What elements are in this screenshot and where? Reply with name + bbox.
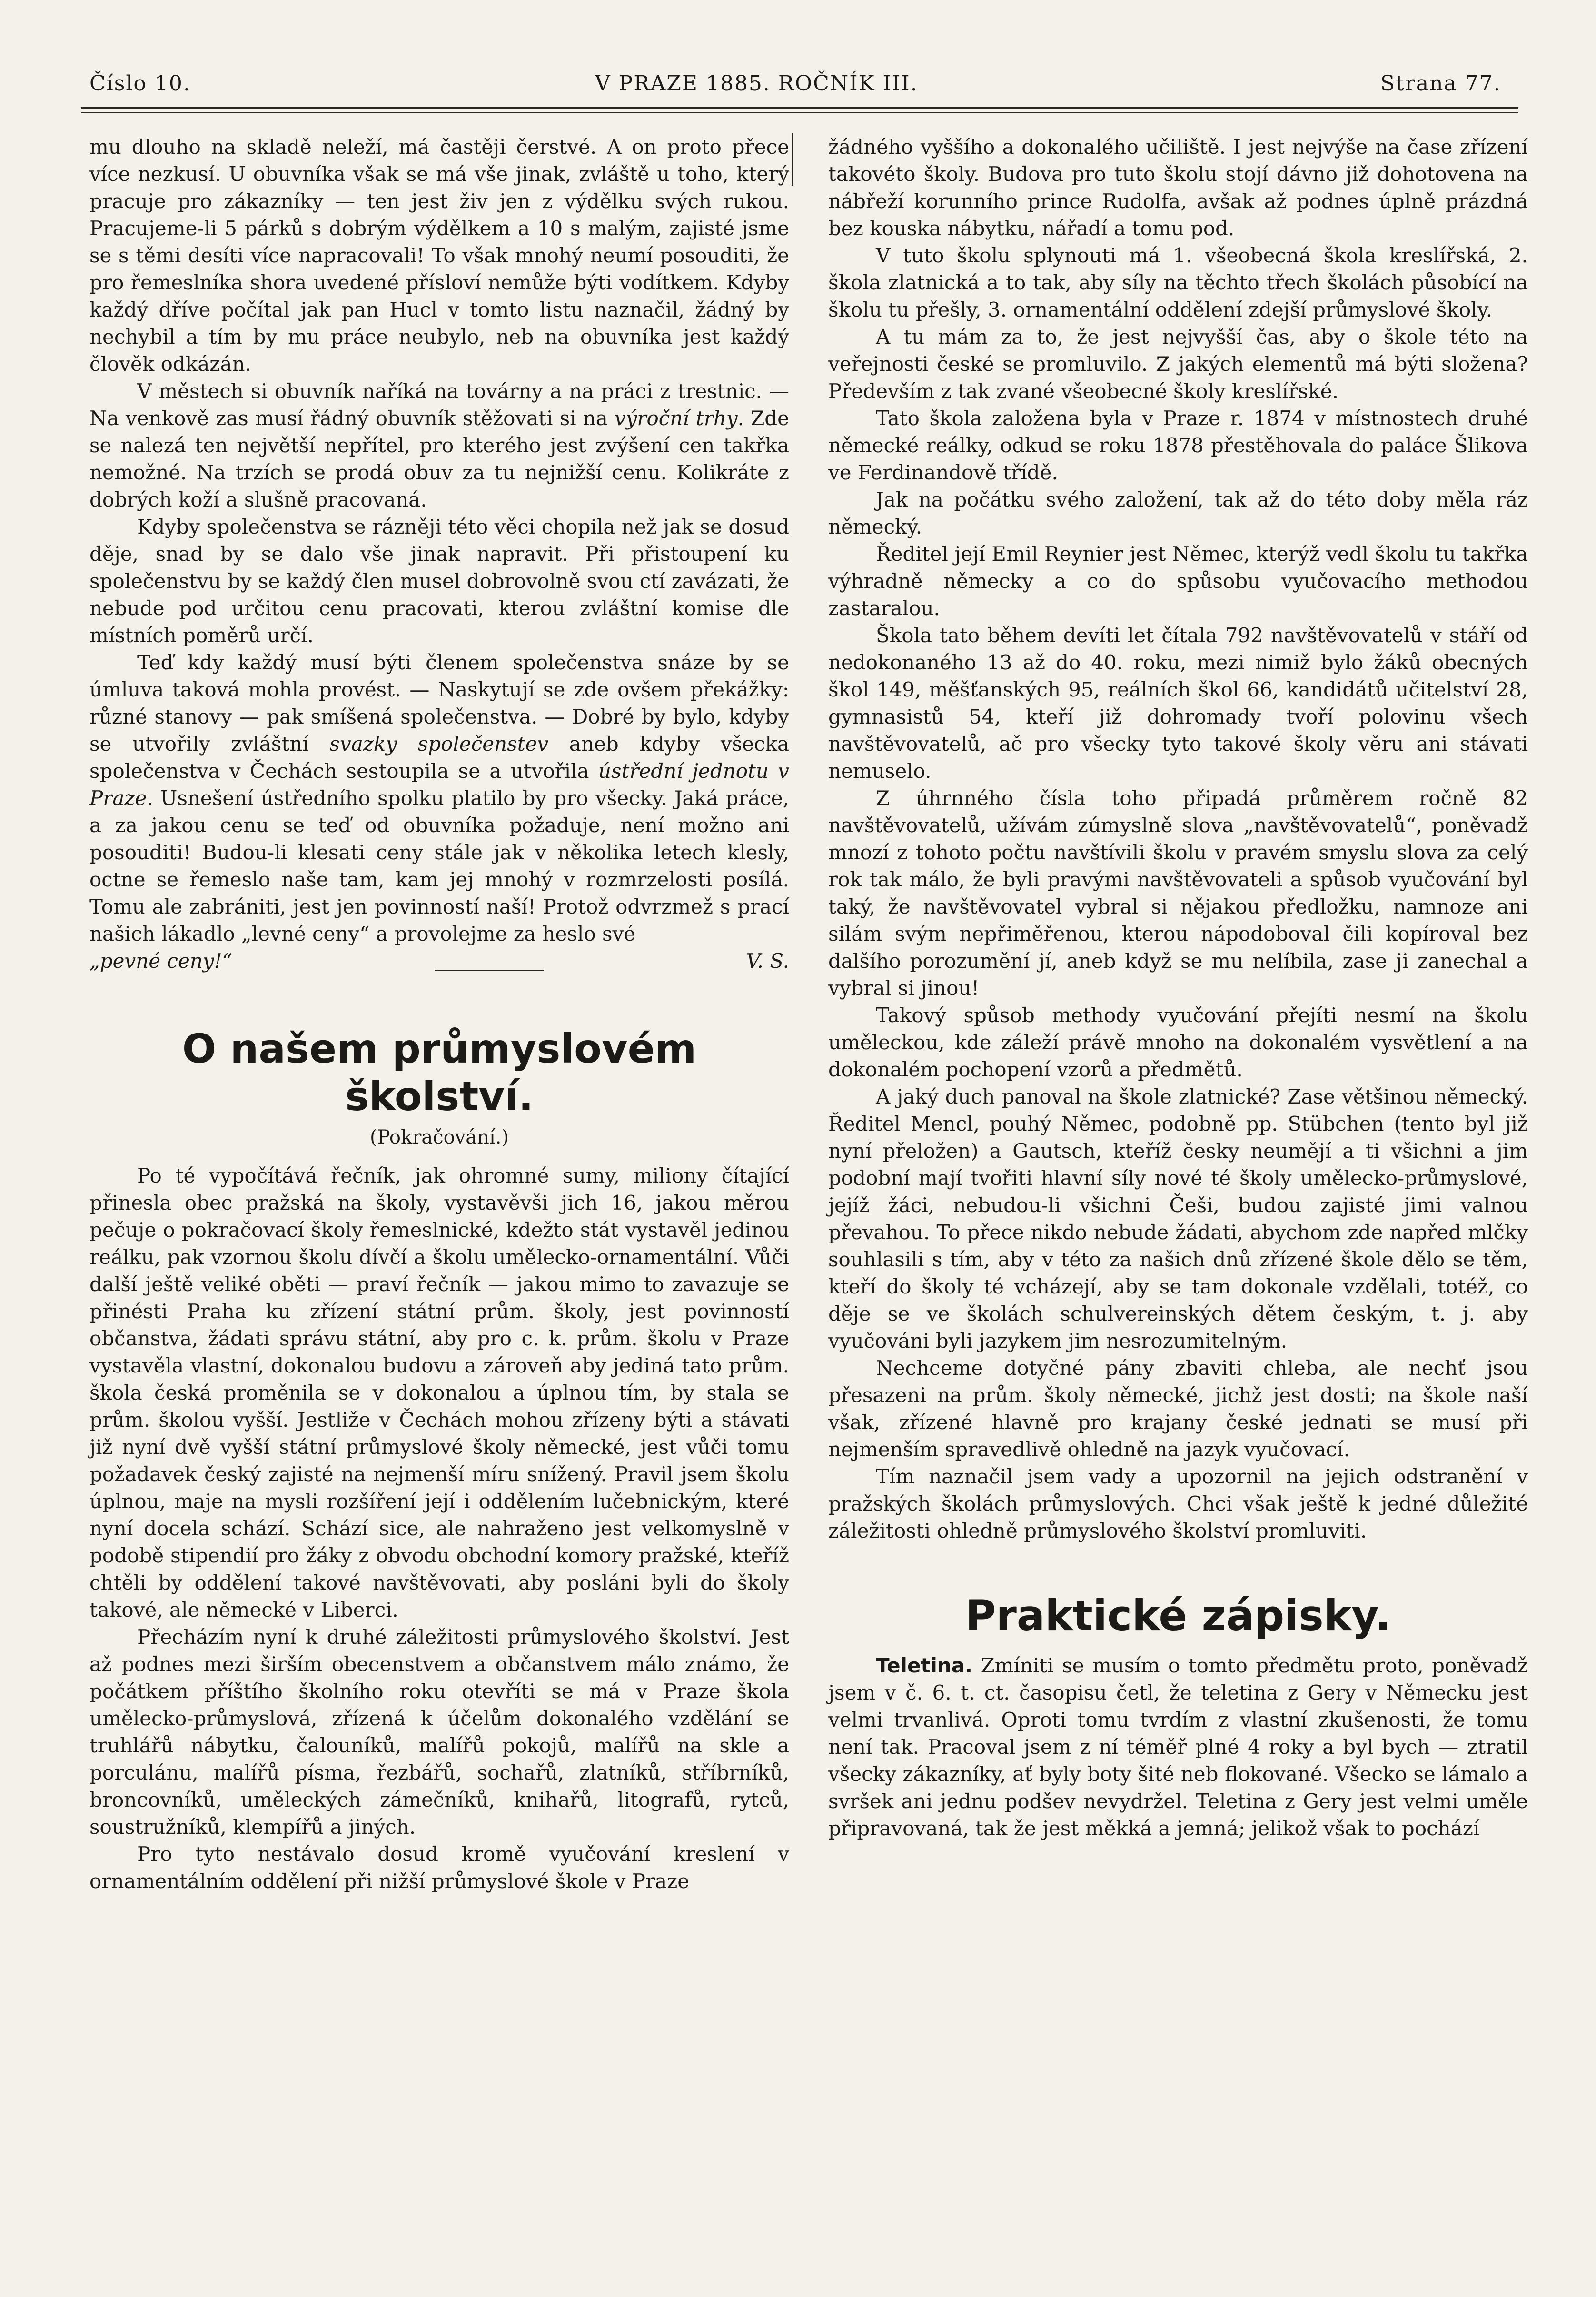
- left-column: [89, 133, 789, 1895]
- header-rule-thin: [81, 112, 1518, 113]
- right-column: [828, 133, 1528, 1842]
- place-year-volume: V PRAZE 1885. ROČNÍK III.: [595, 71, 918, 96]
- emphasis: výroční trhy: [614, 407, 738, 430]
- paragraph: žádného vyššího a dokonalého učiliště. I jest nejvýše na čase zřízení takovéto školy. Budova pro tuto školu stojí dávno již dohotovena na nábřeží korunního prince Rudolfa, avšak až podnes úplně prázdná bez kouska nábytku, nářadí a tomu pod.: [828, 135, 1528, 240]
- page-number: Strana 77.: [1380, 71, 1501, 96]
- emphasis: svazky společenstev: [329, 732, 549, 756]
- paragraph: Ředitel její Emil Reynier jest Němec, kterýž vedl školu tu takřka výhradně německy a co do spůsobu vyučovacího methodou zastaralou.: [828, 542, 1528, 620]
- paragraph: Takový spůsob methody vyučování přejíti nesmí na školu uměleckou, kde záleží právě mnoho na dokonalém vysvětlení a na dokonalém pochopení vzorů a předmětů.: [828, 1004, 1528, 1081]
- paragraph: V tuto školu splynouti má 1. všeobecná škola kreslířská, 2. škola zlatnická a to tak, aby síly na těchto třech školách působící na školu tu přešly, 3. ornamentální oddělení zdejší průmyslové školy.: [828, 244, 1528, 321]
- paragraph: Teď kdy každý musí býti členem společenstva snáze by se úmluva taková mohla provést. — Naskytují se zde ovšem překážky: různé stanovy — pak smíšená společenstva. — Dobré by bylo, kdyby se utvořily zvláštní svazky společenstev aneb kdyby všecka společenstva v Čechách sestoupila se a utvořila ústřední jednotu v Praze. Usnešení ústředního spolku platilo by pro všecky. Jaká práce, a za jakou cenu se teď od obuvníka požaduje, není možno ani posouditi! Budou-li klesati ceny stále jak v několika letech klesly, octne se řemeslo naše tam, kam jej mnohý v rozmrzelosti posílá. Tomu ale zabrániti, jest jen povinností naší! Protož odvrzmež s prací našich lákadlo „levné ceny“ a provolejme za heslo své: [89, 651, 789, 945]
- paragraph: Kdyby společenstva se rázněji této věci chopila než jak se dosud děje, snad by se dalo vše jinak napravit. Při přistoupení ku společenstvu by se každý člen musel dobrovolně svou ctí zavázati, že nebude pod určitou cenu pracovati, kterou zvláštní komise dle místních poměrů určí.: [89, 515, 789, 647]
- paragraph: Tím naznačil jsem vady a upozornil na jejich odstranění v pražských školách průmyslových. Chci však ještě k jedné důležité záležitosti ohledně průmyslového školství promluviti.: [828, 1465, 1528, 1542]
- article-title: O našem průmyslovém školství.: [182, 1025, 697, 1120]
- paragraph: Jak na počátku svého založení, tak až do této doby měla ráz německý.: [828, 488, 1528, 538]
- section-title: Praktické zápisky.: [965, 1591, 1391, 1640]
- paragraph: Teletina. Zmíniti se musím o tomto předmětu proto, poněvadž jsem v č. 6. t. ct. časopisu četl, že teletina z Gery v Německu jest velmi trvanlivá. Oproti tomu tvrdím z vlastní zkušenosti, že tomu není tak. Pracoval jsem z ní téměř plné 4 roky a byl bych — ztratil všecky zákazníky, ať byly boty šité neb flokované. Všecko se lámalo a svršek ani jednu podšev nevydržel. Teletina z Gery jest velmi uměle připravovaná, tak že jest měkká a jemná; jelikož však to pochází: [828, 1654, 1528, 1840]
- paragraph: A jaký duch panoval na škole zlatnické? Zase většinou německý. Ředitel Mencl, pouhý Němec, podobně pp. Stübchen (tento byl již nyní přeložen) a Gautsch, kteříž česky neumějí a ti všichni a jim podobní mají tvořiti hlavní síly nové té školy umělecko-průmyslové, jejíž žáci, nebudou-li všichni Češi, budou zajisté jimi valnou převahou. To přece nikdo nebude žádati, abychom zde napřed mlčky souhlasili s tím, aby v této za našich dnů zřízené škole dělo se těm, kteří do školy té vcházejí, aby se tam dokonale vzdělali, totéž, co děje se ve školách schulvereinských dětem českým, t. j. aby vyučováni byli jazykem jim nesrozumitelným.: [828, 1085, 1528, 1352]
- closing-line: [89, 947, 789, 974]
- paragraph: Škola tato během devíti let čítala 792 navštěvovatelů v stáří od nedokonaného 13 až do 40. roku, mezi nimiž bylo žáků obecných škol 149, měšťanských 95, reálních škol 66, kandidátů učitelství 28, gymnasistů 54, kteří již dohromady tvoří polovinu všech navštěvovatelů, ač pro všecky tyto takové školy věru ani stávati nemuselo.: [828, 624, 1528, 783]
- issue-number: Číslo 10.: [89, 71, 191, 96]
- entry-heading: Teletina.: [876, 1654, 973, 1677]
- paragraph: A tu mám za to, že jest nejvyšší čas, aby o škole této na veřejnosti české se promluvilo. Z jakých elementů má býti složena? Především z tak zvané všeobecné školy kreslířské.: [828, 325, 1528, 403]
- slogan: „pevné ceny!“: [89, 949, 232, 973]
- paragraph: V městech si obuvník naříká na továrny a na práci z trestnic. — Na venkově zas musí řádný obuvník stěžovati si na výroční trhy. Zde se nalezá ten největší nepřítel, pro kterého jest zvýšení cen takřka nemožné. Na trzích se prodá obuv za tu nejnižší cenu. Kolikráte z dobrých koží a slušně pracovaná.: [89, 379, 790, 511]
- paragraph: Tato škola založena byla v Praze r. 1874 v místnostech druhé německé reálky, odkud se roku 1878 přestěhovala do paláce Šlikova ve Ferdinandově třídě.: [828, 407, 1528, 484]
- paragraph: Z úhrnného čísla toho připadá průměrem ročně 82 navštěvovatelů, užívám zúmyslně slova „navštěvovatelů“, poněvadž mnozí z tohoto počtu navštívili školu v pravém smyslu slova za celý rok tak málo, že byli pravými navštěvovateli a spůsob vyučování byl taký, že navštěvovatel vybral si nějakou předložku, namnoze ani silám svým nepřiměřenou, kterou nápodoboval čili kopíroval bez dalšího porozumění jí, aneb když se mu nelíbila, zase ji zanechal a vybral si jinou!: [828, 786, 1528, 1000]
- continued-note: (Pokračování.): [370, 1126, 509, 1148]
- paragraph: mu dlouho na skladě neleží, má častěji čerstvé. A on proto přece více nezkusí. U obuvníka však se má vše jinak, zvláště u toho, který pracuje pro zákazníky — ten jest živ jen z výdělku svých rukou. Pracujeme-li 5 párků s dobrým výdělkem a 10 s malým, zajisté jsme se s těmi desíti více napracovali! To však mnohý neumí posouditi, že pro řemeslníka shora uvedené přísloví nemůže býti vodítkem. Kdyby každý dříve počítal jak pan Hucl v tomto listu naznačil, žádný by nechybil a tím by mu práce neubylo, neb na obuvníka jest každý člověk odkázán.: [89, 135, 789, 376]
- paragraph: Přecházím nyní k druhé záležitosti průmyslového školství. Jest až podnes mezi širším obecenstvem a občanstvem málo známo, že počátkem příštího školního roku otevříti se má v Praze škola umělecko-průmyslová, zřízená k účelům dokonalého vzdělání se truhlářů nábytku, čalouníků, malířů pokojů, malířů na skle a porculánu, malířů písma, řezbářů, sochařů, zlatníků, stříbrníků, broncovníků, uměleckých zámečníků, knihařů, litografů, rytců, soustružníků, klempířů a jiných.: [89, 1625, 789, 1839]
- signature-rule: [435, 970, 544, 971]
- paragraph: Nechceme dotyčné pány zbaviti chleba, ale nechť jsou přesazeni na prům. školy německé, jichž jest dosti; na škole naší však, zřízené hlavně pro krajany české jednati se musí při nejmenším spravedlivě ohledně na jazyk vyučovací.: [828, 1356, 1528, 1461]
- paragraph: Pro tyto nestávalo dosud kromě vyučování kreslení v ornamentálním oddělení při nižší průmyslové škole v Praze: [89, 1842, 789, 1893]
- header-rule: [81, 107, 1518, 109]
- paragraph: Po té vypočítává řečník, jak ohromné sumy, miliony čítající přinesla obec pražská na školy, vystavěvši jich 16, jakou měrou pečuje o pokračovací školy řemeslnické, kdežto stát vystavěl jedinou reálku, pak vzornou školu dívčí a školu umělecko-ornamentální. Vůči další ještě veliké oběti — praví řečník — jakou mimo to zavazuje se přinésti Praha ku zřízení státní prům. školy, jest povinností občanstva, žádati správu státní, aby pro c. k. prům. školu v Praze vystavěla vlastní, dokonalou budovu a zároveň aby jediná tato prům. škola česká proměnila se v dokonalou a úplnou tím, by stala se prům. školou vyšší. Jestliže v Čechách mohou zřízeny býti a stávati již nyní dvě vyšší státní průmyslové školy německé, jest vůči tomu požadavek český zajisté na nejmenší míru snížený. Pravil jsem školu úplnou, maje na mysli rozšíření její i oddělením lučebnickým, které nyní docela schází. Schází sice, ale nahraženo jest velkomyslně v podobě stipendií pro žáky z obvodu obchodní komory pražské, kteříž chtěli by oddělení takové navštěvovati, aby posláni byli do školy takové, ale německé v Liberci.: [89, 1164, 789, 1621]
- author-signature: V. S.: [746, 949, 789, 973]
- column-separator: [792, 133, 793, 186]
- emphasis: ústřední jednotu v Praze: [89, 759, 789, 810]
